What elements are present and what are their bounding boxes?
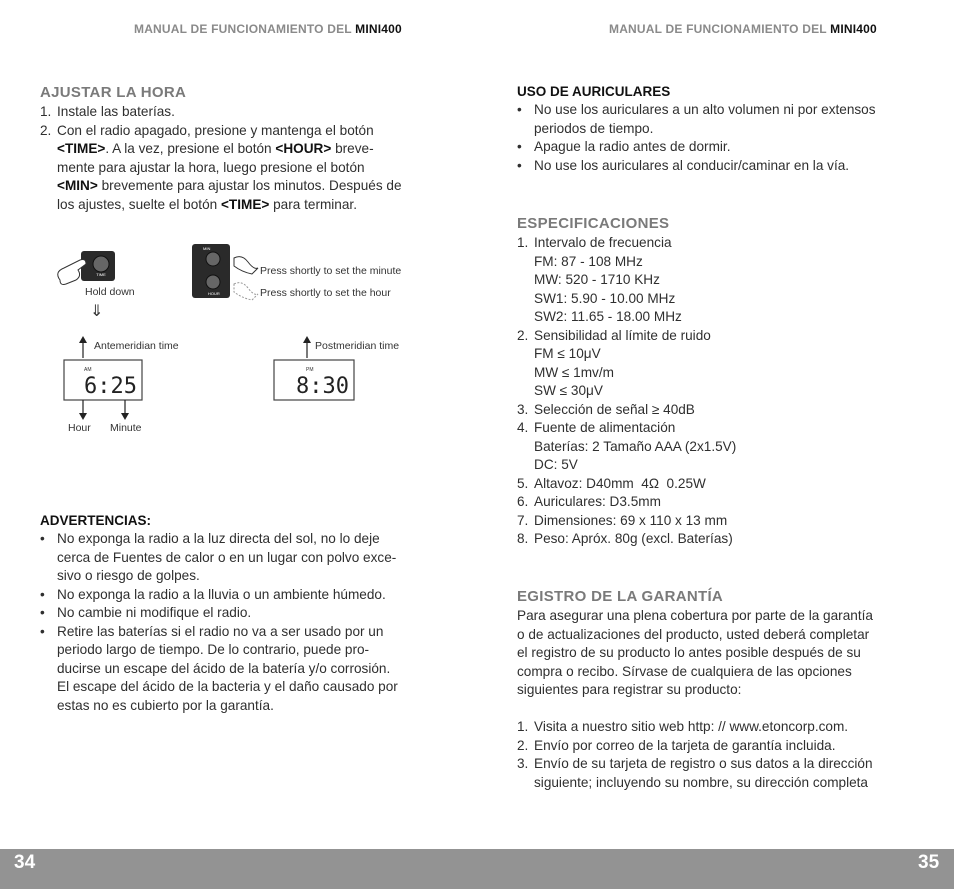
option-text: Envío por correo de la tarjeta de garantía incluida. bbox=[534, 737, 836, 753]
spec-number: 4. bbox=[517, 420, 529, 435]
bullet: • bbox=[517, 157, 522, 173]
bullet: • bbox=[40, 531, 45, 546]
spec-item bbox=[517, 401, 917, 420]
spec-number: 6. bbox=[517, 494, 529, 509]
text-line: periodos de tiempo. bbox=[534, 120, 654, 136]
text-line: Retire las baterías si el radio no va a ser usado por un bbox=[57, 623, 384, 639]
spec-text: Intervalo de frecuencia bbox=[534, 235, 672, 250]
spec-item bbox=[517, 493, 917, 512]
spec-number: 5. bbox=[517, 475, 529, 491]
am-time-readout: 6:25 bbox=[84, 374, 137, 399]
text-line: Con el radio apagado, presione y mantenga el botón bbox=[57, 122, 374, 138]
warning-text: No exponga la radio a la lluvia o un ambiente húmedo. bbox=[57, 586, 386, 602]
button-label: HOUR bbox=[208, 291, 220, 296]
page-number-right: 35 bbox=[918, 852, 940, 873]
step-text: Instale las baterías. bbox=[57, 104, 175, 119]
text-line: siguientes para registrar su producto: bbox=[517, 682, 742, 697]
spec-detail: SW1: 5.90 - 10.00 MHz bbox=[534, 290, 676, 306]
hold-down-label: Hold down bbox=[85, 286, 135, 298]
spec-item bbox=[517, 327, 917, 346]
headphone-text: No use los auriculares al conducir/caminar en la vía. bbox=[534, 157, 850, 173]
page-number-left: 34 bbox=[14, 852, 36, 873]
warning-item bbox=[40, 604, 440, 623]
warning-text bbox=[57, 530, 396, 586]
text-fragment: . A la vez, presione el botón bbox=[105, 141, 276, 156]
header-model: MINI400 bbox=[830, 22, 877, 36]
option-number: 1. bbox=[517, 719, 529, 734]
time-button-ref: <TIME> bbox=[220, 196, 270, 212]
text-fragment: brevemente para ajustar los minutos. Después de bbox=[97, 178, 402, 193]
text-line: Para asegurar una plena cobertura por parte de la garantía bbox=[517, 608, 873, 623]
right-running-header bbox=[609, 22, 877, 36]
spec-text: Sensibilidad al límite de ruido bbox=[534, 327, 711, 343]
text-line: periodo largo de tiempo. De lo contrario, puede pro- bbox=[57, 642, 370, 657]
text-fragment: los ajustes, suelte el botón bbox=[57, 196, 221, 212]
spec-text: Altavoz: D40mm 4Ω 0.25W bbox=[534, 475, 706, 491]
spec-item bbox=[517, 512, 917, 531]
hour-button-ref: <HOUR> bbox=[275, 141, 332, 156]
text-line: compra o recibo. Sírvase de cualquiera de las opciones bbox=[517, 663, 852, 679]
pm-indicator: PM bbox=[306, 367, 314, 373]
text-line: siguiente; incluyendo su nombre, su dirección completa bbox=[534, 774, 868, 790]
minute-label: Minute bbox=[110, 422, 142, 434]
step-number: 1. bbox=[40, 104, 52, 119]
hour-label: Hour bbox=[68, 422, 91, 434]
button-label: MIN bbox=[203, 246, 211, 251]
step-text bbox=[57, 122, 402, 215]
text-line: El escape del ácido de la bacteria y el daño causado por bbox=[57, 679, 398, 694]
spec-text: Auriculares: D3.5mm bbox=[534, 494, 661, 509]
headphone-text bbox=[534, 101, 876, 138]
specifications-section bbox=[517, 214, 917, 549]
spec-detail: FM ≤ 10μV bbox=[534, 346, 601, 361]
text-line: cerca de Fuentes de calor o en un lugar con polvo exce- bbox=[57, 549, 397, 565]
spec-number: 8. bbox=[517, 531, 529, 546]
header-prefix: MANUAL DE FUNCIONAMIENTO DEL bbox=[134, 22, 356, 36]
headphone-text: Apague la radio antes de dormir. bbox=[534, 139, 731, 154]
set-time-section bbox=[40, 83, 440, 214]
bullet: • bbox=[517, 102, 522, 117]
option-number: 2. bbox=[517, 737, 529, 753]
spec-detail: FM: 87 - 108 MHz bbox=[534, 253, 643, 269]
spec-item bbox=[517, 419, 917, 438]
warning-item bbox=[40, 586, 440, 605]
spec-detail: MW: 520 - 1710 KHz bbox=[534, 272, 660, 287]
header-prefix: MANUAL DE FUNCIONAMIENTO DEL bbox=[609, 22, 831, 36]
section-title: USO DE AURICULARES bbox=[517, 84, 671, 99]
spec-item bbox=[517, 475, 917, 494]
spec-text: Selección de señal ≥ 40dB bbox=[534, 401, 695, 417]
registration-option bbox=[517, 718, 917, 737]
spec-number: 1. bbox=[517, 235, 529, 250]
registration-option bbox=[517, 737, 917, 756]
warranty-section bbox=[517, 587, 917, 792]
spec-item bbox=[517, 234, 917, 253]
text-line: No use los auriculares a un alto volumen ni por extensos bbox=[534, 102, 876, 117]
warning-text: No cambie ni modifique el radio. bbox=[57, 605, 252, 620]
section-title: EGISTRO DE LA GARANTÍA bbox=[517, 588, 724, 605]
warning-item bbox=[40, 623, 440, 716]
text-fragment: para terminar. bbox=[269, 196, 357, 212]
spec-text: Dimensiones: 69 x 110 x 13 mm bbox=[534, 512, 728, 528]
spec-number: 7. bbox=[517, 512, 529, 528]
text-line: Envío de su tarjeta de registro o sus datos a la dirección bbox=[534, 756, 873, 771]
min-button-ref: <MIN> bbox=[57, 178, 98, 193]
bullet: • bbox=[40, 586, 45, 602]
press-hour-label: Press shortly to set the hour bbox=[260, 287, 391, 299]
registration-option bbox=[517, 755, 917, 792]
option-number: 3. bbox=[517, 756, 529, 771]
bullet: • bbox=[517, 139, 522, 154]
spec-number: 3. bbox=[517, 401, 529, 417]
warning-item bbox=[40, 530, 440, 586]
pm-label: Postmeridian time bbox=[315, 340, 400, 352]
step-number: 2. bbox=[40, 122, 52, 138]
headphone-item bbox=[517, 101, 917, 138]
arrow-down-icon: ⇓ bbox=[90, 303, 104, 320]
section-title: ADVERTENCIAS: bbox=[40, 513, 152, 528]
text-line: sivo o riesgo de golpes. bbox=[57, 568, 200, 583]
warranty-paragraph bbox=[517, 607, 917, 700]
headphones-section bbox=[517, 83, 917, 175]
left-running-header bbox=[134, 22, 402, 36]
page-footer-bar bbox=[0, 849, 954, 889]
press-minute-label: Press shortly to set the minute bbox=[260, 265, 402, 277]
spec-detail: SW2: 11.65 - 18.00 MHz bbox=[534, 309, 682, 324]
warning-text bbox=[57, 623, 398, 716]
text-fragment: breve- bbox=[331, 141, 374, 156]
section-title: AJUSTAR LA HORA bbox=[40, 84, 187, 101]
text-line: o de actualizaciones del producto, usted deberá completar bbox=[517, 626, 870, 642]
time-setting-diagram bbox=[50, 240, 440, 440]
spec-detail: SW ≤ 30μV bbox=[534, 383, 603, 398]
text-line: estas no es cubierto por la garantía. bbox=[57, 697, 274, 713]
am-label: Antemeridian time bbox=[94, 340, 179, 352]
min-hour-buttons-illustration bbox=[192, 244, 258, 300]
spec-detail: Baterías: 2 Tamaño AAA (2x1.5V) bbox=[534, 438, 737, 454]
button-label: TIME bbox=[96, 272, 106, 277]
option-text: Visita a nuestro sitio web http: // www.etoncorp.com. bbox=[534, 719, 849, 734]
spec-text: Peso: Apróx. 80g (excl. Baterías) bbox=[534, 531, 733, 546]
text-line: No exponga la radio a la luz directa del sol, no lo deje bbox=[57, 531, 380, 546]
am-indicator: AM bbox=[84, 367, 92, 373]
spec-detail: DC: 5V bbox=[534, 457, 578, 472]
bullet: • bbox=[40, 605, 45, 620]
bullet: • bbox=[40, 623, 45, 639]
spec-number: 2. bbox=[517, 327, 529, 343]
spec-item bbox=[517, 530, 917, 549]
section-title: ESPECIFICACIONES bbox=[517, 215, 670, 232]
headphone-item bbox=[517, 157, 917, 176]
headphone-item bbox=[517, 138, 917, 157]
time-button-ref: <TIME> bbox=[57, 141, 106, 156]
step-1 bbox=[40, 103, 440, 122]
time-button-illustration bbox=[58, 251, 115, 285]
text-line: ducirse un escape del ácido de la batería y/o corrosión. bbox=[57, 660, 391, 676]
spec-detail: MW ≤ 1mv/m bbox=[534, 364, 614, 380]
step-2 bbox=[40, 122, 440, 215]
spec-text: Fuente de alimentación bbox=[534, 420, 676, 435]
pm-time-readout: 8:30 bbox=[296, 374, 349, 399]
text-line: el registro de su producto lo antes posible después de su bbox=[517, 645, 861, 660]
text-line: mente para ajustar la hora, luego presione el botón bbox=[57, 159, 365, 175]
option-text bbox=[534, 755, 873, 792]
warnings-section bbox=[40, 512, 440, 715]
header-model: MINI400 bbox=[355, 22, 402, 36]
